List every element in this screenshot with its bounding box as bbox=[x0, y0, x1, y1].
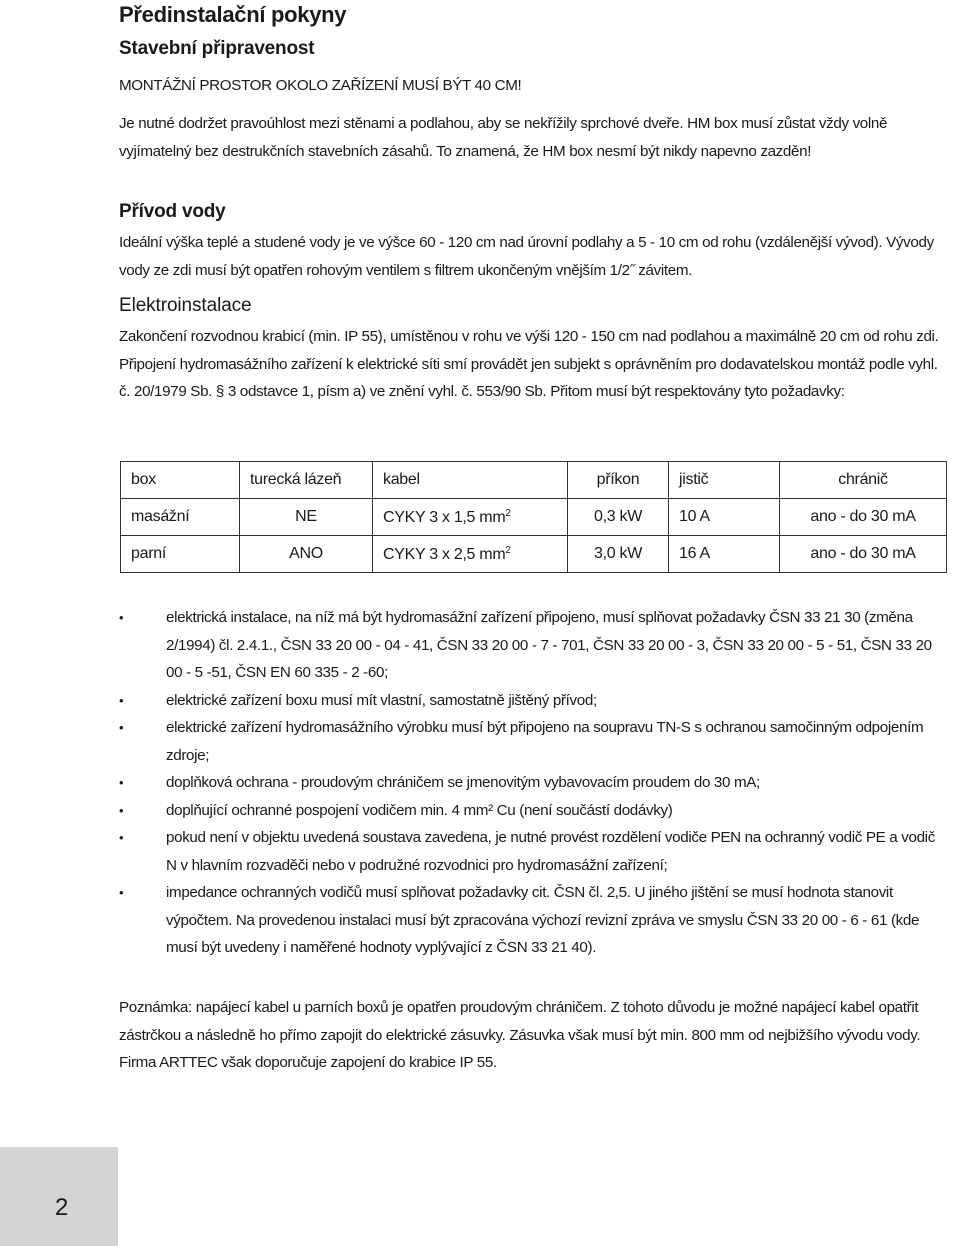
list-item: • elektrické zařízení hydromasážního výrobku musí být připojeno na soupravu TN-S s ochranou samočinným odpojením zdroje; bbox=[119, 714, 949, 769]
list-item: • pokud není v objektu uvedená soustava zavedena, je nutné provést rozdělení vodiče PEN na ochranný vodič PE a vodič N v hlavním rozvaděči nebo v podružné rozvodnici pro hydromasážní zařízení; bbox=[119, 824, 949, 879]
table-row bbox=[121, 536, 947, 573]
cell-kabel: CYKY 3 x 1,5 $mm^2$ bbox=[373, 499, 568, 536]
list-item: • doplňková ochrana - proudovým chráničem se jmenovitým vybavovacím proudem do 30 mA; bbox=[119, 769, 949, 797]
stavebni-paragraph: Je nutné dodržet pravoúhlost mezi stěnami a podlahou, aby se nekřížily sprchové dveře. HM box musí zůstat vždy volně vyjímatelný bez destrukčních stavebních zásahů. To znamená, že HM box nesmí být nikdy napevno zazděn! bbox=[119, 115, 888, 160]
cell-prikon: 3,0 kW bbox=[568, 536, 669, 573]
cell-turecka: NE bbox=[240, 499, 373, 536]
heading-stavebni: Stavební připravenost bbox=[119, 38, 315, 59]
requirements-list bbox=[119, 604, 949, 962]
bullet-icon: • bbox=[119, 692, 124, 708]
requirements-table bbox=[120, 461, 947, 573]
bullet-icon: • bbox=[119, 775, 124, 790]
cell-prikon: 0,3 kW bbox=[568, 499, 669, 536]
page-number: 2 bbox=[55, 1194, 69, 1221]
header-jistic: jistič bbox=[669, 462, 780, 499]
bullet-icon: • bbox=[119, 885, 124, 900]
header-turecka-lazen: turecká lázeň bbox=[240, 462, 373, 499]
table-header-row bbox=[121, 462, 947, 499]
cell-kabel: CYKY 3 x 2,5 $mm^2$ bbox=[373, 536, 568, 573]
cell-jistic: 16 A bbox=[669, 536, 780, 573]
stavebni-warning: MONTÁŽNÍ PROSTOR OKOLO ZAŘÍZENÍ MUSÍ BÝT 40 CM! bbox=[119, 77, 522, 94]
cell-jistic: 10 A bbox=[669, 499, 780, 536]
bullet-icon: • bbox=[119, 610, 124, 625]
privod-paragraph: Ideální výška teplé a studené vody je ve výšce 60 - 120 cm nad úrovní podlahy a 5 - 10 cm od rohu (vzdálenější vývod). Vývody vody ze zdi musí být opatřen rohovým ventilem s filtrem ukončeným vnějším 1/2˝ závitem. bbox=[119, 234, 934, 279]
list-item: • elektrická instalace, na níž má být hydromasážní zařízení připojeno, musí splňovat požadavky ČSN 33 21 30 (změna 2/1994) čl. 2.4.1., ČSN 33 20 00 - 04 - 41, ČSN 33 20 00 - 7 - 701, ČSN 33 20 00 - 3, ČSN 33 20 00 - 5 - 51, ČSN 33 20 00 - 5 -51, ČSN EN 60 335 - 2 -60; bbox=[119, 604, 949, 687]
cell-turecka: ANO bbox=[240, 536, 373, 573]
cell-box: masážní bbox=[121, 499, 240, 536]
cell-chranic: ano - do 30 mA bbox=[780, 536, 947, 573]
cell-chranic: ano - do 30 mA bbox=[780, 499, 947, 536]
bullet-icon: • bbox=[119, 720, 124, 735]
note-paragraph: Poznámka: napájecí kabel u parních boxů je opatřen proudovým chráničem. Z tohoto důvodu je možné napájecí kabel opatřit zástrčkou a následně ho přímo zapojit do elektrické zásuvky. Zásuvka však musí být min. 800 mm od nejbižšího vývodu vody. Firma ARTTEC však doporučuje zapojení do krabice IP 55. bbox=[119, 999, 921, 1071]
list-item: • elektrické zařízení boxu musí mít vlastní, samostatně jištěný přívod; bbox=[119, 687, 949, 715]
header-kabel: kabel bbox=[373, 462, 568, 499]
cell-box: parní bbox=[121, 536, 240, 573]
header-chranic: chránič bbox=[780, 462, 947, 499]
list-item: • impedance ochranných vodičů musí splňovat požadavky cit. ČSN čl. 2,5. U jiného jištění se musí hodnota stanovit výpočtem. Na provedenou instalaci musí být zpracována výchozí revizní zpráva ve smyslu ČSN 33 20 00 - 6 - 61 (kde musí být uvedeny i naměřené hodnoty vyplývající z ČSN 33 21 40). bbox=[119, 879, 949, 962]
table-row bbox=[121, 499, 947, 536]
heading-elektroinstalace: Elektroinstalace bbox=[119, 295, 252, 316]
header-box: box bbox=[121, 462, 240, 499]
bullet-icon: • bbox=[119, 830, 124, 845]
heading-privod-vody: Přívod vody bbox=[119, 201, 226, 222]
page-title: Předinstalační pokyny bbox=[119, 2, 347, 27]
list-item: • doplňující ochranné pospojení vodičem min. 4 mm² Cu (není součástí dodávky) bbox=[119, 797, 949, 825]
elektro-paragraph: Zakončení rozvodnou krabicí (min. IP 55), umístěnou v rohu ve výši 120 - 150 cm nad podlahou a maximálně 20 cm od rohu zdi. Připojení hydromasážního zařízení k elektrické síti smí provádět jen subjekt s oprávněním pro dodavatelskou montáž podle vyhl. č. 20/1979 Sb. § 3 odstavce 1, písm a) ve znění vyhl. č. 553/90 Sb. Přitom musí být respektovány tyto požadavky: bbox=[119, 328, 939, 400]
bullet-icon: • bbox=[119, 802, 124, 818]
header-prikon: příkon bbox=[568, 462, 669, 499]
